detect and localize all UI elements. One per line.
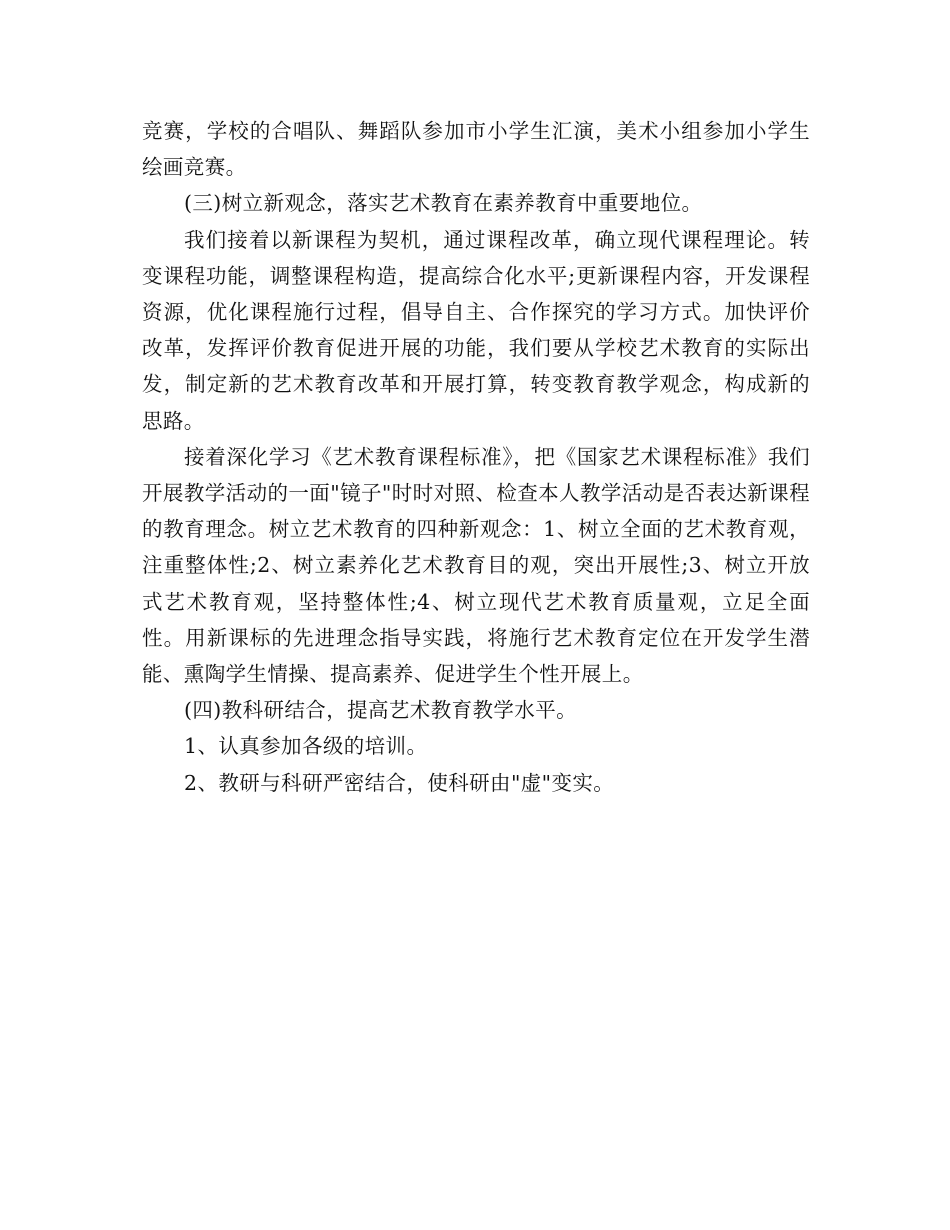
paragraph-curriculum-standards: 接着深化学习《艺术教育课程标准》，把《国家艺术课程标准》我们开展教学活动的一面"镜子"时时对照、检查本人教学活动是否表达新课程的教育理念。树立艺术教育的四种新观念：1、树立全面的艺术教育观，注重整体性;2、树立素养化艺术教育目的观，突出开展性;3、树立开放式艺术教育观，坚持整体性;4、树立现代艺术教育质量观，立足全面性。用新课标的先进理念指导实践，将施行艺术教育定位在开发学生潜能、熏陶学生情操、提高素养、促进学生个性开展上。	[142, 444, 810, 687]
paragraph-curriculum-reform: 我们接着以新课程为契机，通过课程改革，确立现代课程理论。转变课程功能，调整课程构造，提高综合化水平;更新课程内容，开发课程资源，优化课程施行过程，倡导自主、合作探究的学习方式。加快评价改革，发挥评价教育促进开展的功能，我们要从学校艺术教育的实际出发，制定新的艺术教育改革和开展打算，转变教育教学观念，构成新的思路。	[142, 227, 810, 433]
list-item-research: 2、教研与科研严密结合，使科研由"虚"变实。	[184, 770, 615, 795]
section-heading-four: (四)教科研结合，提高艺术教育教学水平。	[184, 698, 577, 723]
section-heading-three: (三)树立新观念，落实艺术教育在素养教育中重要地位。	[184, 191, 703, 216]
list-item-training: 1、认真参加各级的培训。	[184, 734, 428, 759]
paragraph-competition-continuation: 竞赛，学校的合唱队、舞蹈队参加市小学生汇演，美术小组参加小学生绘画竞赛。	[142, 119, 810, 180]
document-body	[142, 113, 810, 801]
